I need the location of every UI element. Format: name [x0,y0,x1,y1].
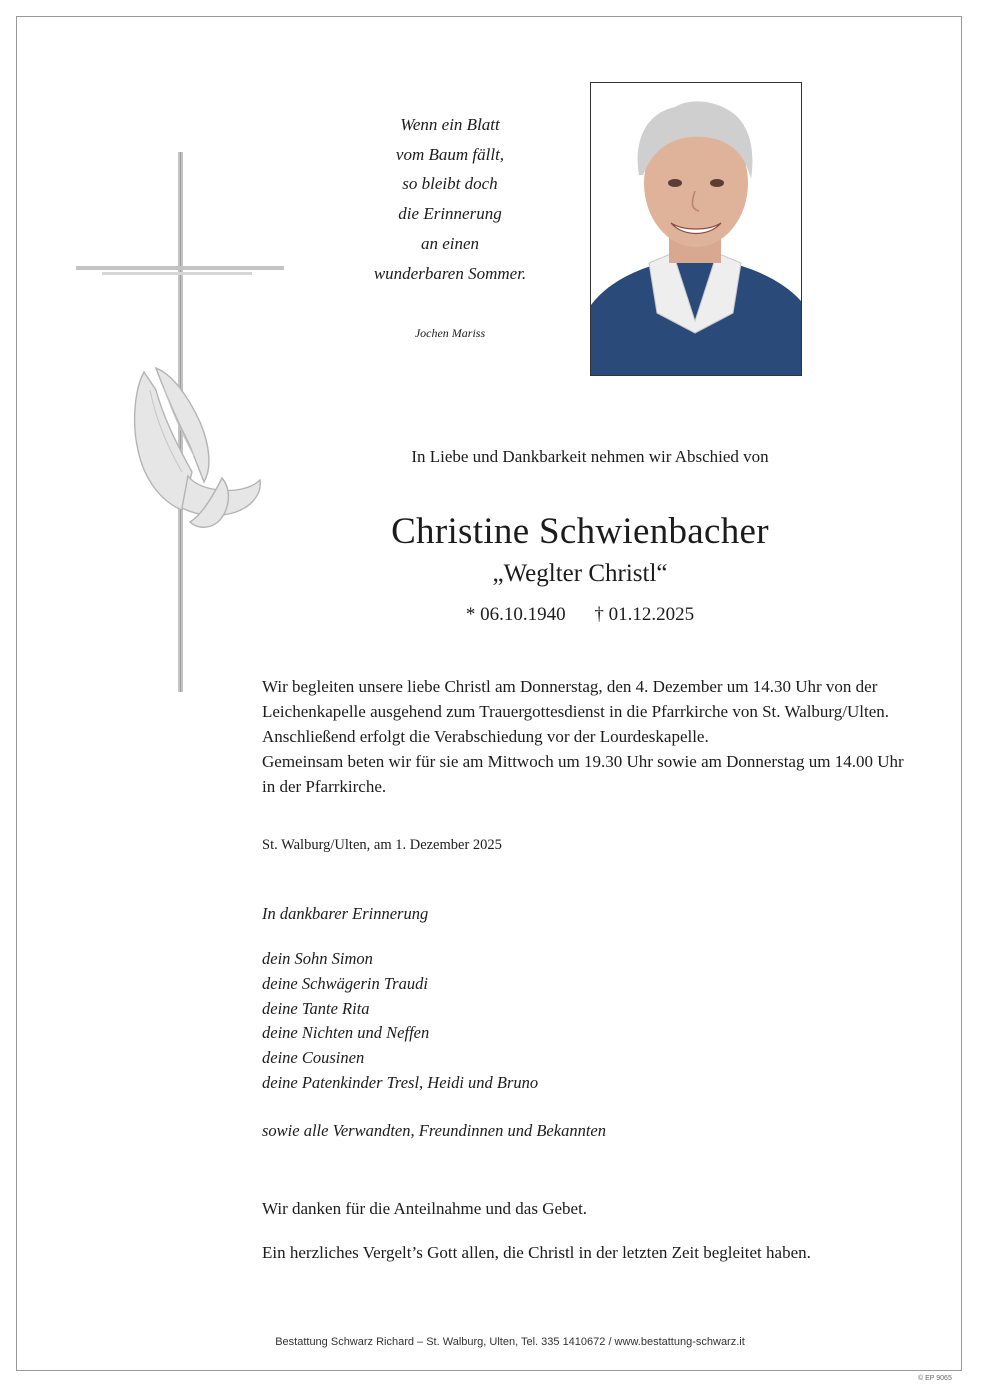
poem-line: so bleibt doch [402,174,498,194]
footer-undertaker: Bestattung Schwarz Richard – St. Walburg, Ulten, Tel. 335 1410672 / www.bestattung-schwarz.it [275,1336,745,1348]
poem-line: vom Baum fällt, [395,144,505,164]
poem-line: die Erinnerung [398,204,502,224]
life-dates [360,604,800,626]
relatives-line: sowie alle Verwandten, Freundinnen und Bekannten [262,1121,606,1140]
funeral-details [262,674,912,799]
poem-line: wunderbaren Sommer. [373,263,527,283]
birth-date: * 06.10.1940 [465,604,566,625]
cross-praying-hands-icon [72,150,287,695]
list-item: deine Tante Rita [262,998,370,1018]
family-intro: In dankbarer Erinnerung [262,904,429,923]
print-code: © EP 9065 [918,1375,952,1382]
deceased-name: Christine Schwienbacher [391,511,769,552]
paragraph: Wir begleiten unsere liebe Christl am Donnerstag, den 4. Dezember um 14.30 Uhr von der Leichenkapelle ausgehend zum Trauergottesdienst in die Pfarrkirche von St. Walburg/Ulten. [262,677,890,721]
farewell-intro: In Liebe und Dankbarkeit nehmen wir Abschied von [411,447,769,466]
thanks-line: Wir danken für die Anteilnahme und das Gebet. [262,1199,588,1218]
family-list [262,947,538,1096]
poem-author: Jochen Mariss [414,326,486,340]
poem-line: Wenn ein Blatt [400,115,500,134]
list-item: deine Cousinen [262,1048,365,1068]
portrait-photo [590,82,802,376]
death-date: † 01.12.2025 [594,604,695,625]
poem [340,110,560,288]
list-item: deine Patenkinder Tresl, Heidi und Bruno [262,1072,539,1092]
vergelts-gott-line: Ein herzliches Vergelt’s Gott allen, die Christl in der letzten Zeit begleitet haben. [262,1243,811,1262]
paragraph: Anschließend erfolgt die Verabschiedung vor der Lourdeskapelle. [262,727,709,746]
paragraph: Gemeinsam beten wir für sie am Mittwoch um 19.30 Uhr sowie am Donnerstag um 14.00 Uhr in der Pfarrkirche. [262,752,904,796]
deceased-nickname: „Weglter Christl“ [492,560,668,587]
list-item: deine Schwägerin Traudi [262,973,428,993]
place-date: St. Walburg/Ulten, am 1. Dezember 2025 [262,837,502,853]
poem-line: an einen [420,233,480,253]
list-item: dein Sohn Simon [262,949,373,968]
list-item: deine Nichten und Neffen [262,1023,430,1043]
